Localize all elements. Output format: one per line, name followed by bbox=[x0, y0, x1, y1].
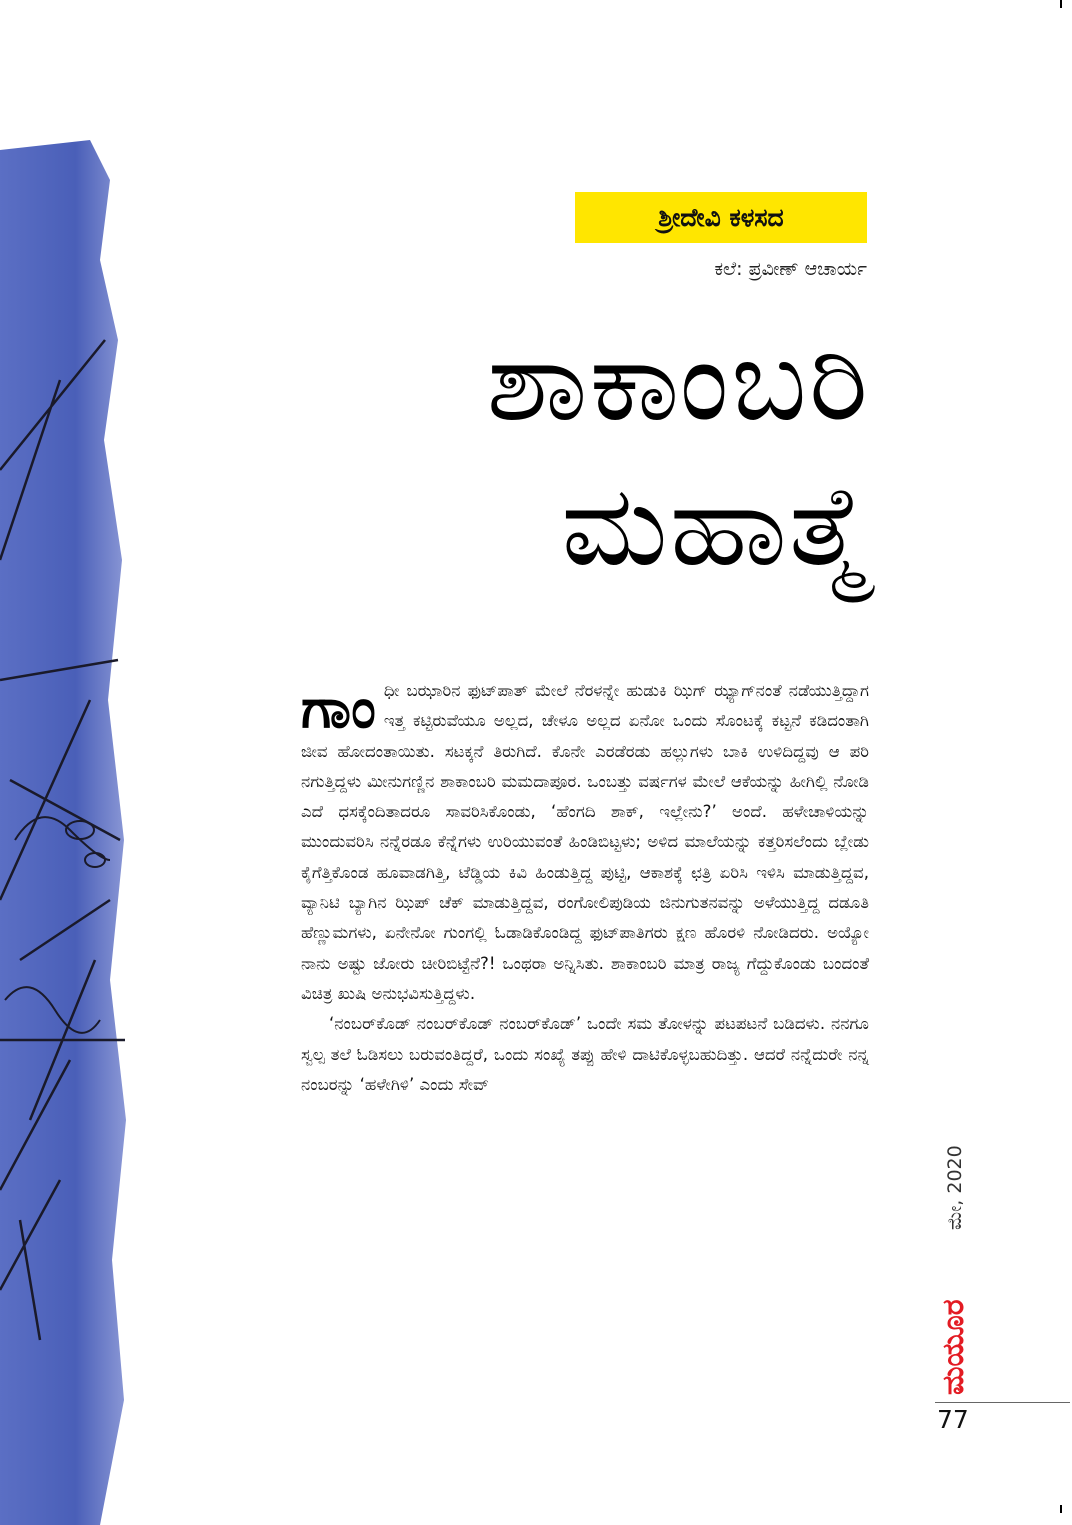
issue-date: ಮೇ, 2020 bbox=[944, 1145, 966, 1230]
article-paragraph-1 bbox=[301, 676, 869, 1009]
article-body bbox=[301, 676, 869, 1100]
crop-mark-bottom bbox=[1060, 1505, 1062, 1513]
story-title-line-2: ಮಹಾತ್ಮೆ bbox=[561, 461, 870, 591]
story-title-line-1: ಶಾಕಾಂಬರಿ bbox=[486, 316, 870, 446]
magazine-name: ಮಯೂರ bbox=[936, 1299, 971, 1395]
page-number-rule bbox=[935, 1402, 1070, 1403]
author-name: ಶ್ರೀದೇವಿ ಕಳಸದ bbox=[658, 202, 784, 232]
art-credit: ಕಲೆ: ಪ್ರವೀಣ್ ಆಚಾರ್ಯ bbox=[714, 258, 867, 280]
illustration-strip bbox=[0, 140, 128, 1525]
page-number: 77 bbox=[937, 1405, 969, 1434]
drop-cap: ಗಾಂ bbox=[301, 676, 376, 741]
author-badge bbox=[575, 192, 867, 243]
crop-mark-top bbox=[1060, 0, 1062, 8]
article-paragraph-2: ‘ನಂಬರ್‌ಕೊಡ್ ನಂಬರ್‌ಕೊಡ್ ನಂಬರ್‌ಕೊಡ್’ ಒಂದೇ ಸಮ ತೋಳನ್ನು ಪಟಪಟನೆ ಬಡಿದಳು. ನನಗೂ ಸ್ವಲ್ಪ ತಲೆ ಓಡಿಸಲು ಬರುವಂತಿದ್ದರೆ, ಒಂದು ಸಂಖ್ಯೆ ತಪ್ಪು ಹೇಳಿ ದಾಟಿಕೊಳ್ಳಬಹುದಿತ್ತು. ಆದರೆ ನನ್ನೆದುರೇ ನನ್ನ ನಂಬರನ್ನು ‘ಹಳೇಗಿಳಿ’ ಎಂದು ಸೇವ್ bbox=[301, 1014, 869, 1094]
paragraph-1-text: ಧೀ ಬಝಾರಿನ ಫುಟ್‌ಪಾತ್ ಮೇಲೆ ನೆರಳನ್ನೇ ಹುಡುಕಿ ಝಿಗ್ ಝ್ಯಾಗ್‌ನಂತೆ ನಡೆಯುತ್ತಿದ್ದಾಗ ಇತ್ತ ಕಟ್ಟಿರುವೆಯೂ ಅಲ್ಲದ, ಚೇಳೂ ಅಲ್ಲದ ಏನೋ ಒಂದು ಸೊಂಟಕ್ಕೆ ಕಟ್ಟನೆ ಕಡಿದಂತಾಗಿ ಜೀವ ಹೋದಂತಾಯಿತು. ಸಟಕ್ಕನೆ ತಿರುಗಿದೆ. ಕೊನೇ ಎರಡೆರಡು ಹಲ್ಲುಗಳು ಬಾಕಿ ಉಳಿದಿದ್ದವು ಆ ಪರಿ ನಗುತ್ತಿದ್ದಳು ಮೀನುಗಣ್ಣಿನ ಶಾಕಾಂಬರಿ ಮಮದಾಪೂರ. ಒಂಬತ್ತು ವರ್ಷಗಳ ಮೇಲೆ ಆಕೆಯನ್ನು ಹೀಗಿಲ್ಲಿ ನೋಡಿ ಎದೆ ಧಸಕ್ಕೆಂದಿತಾದರೂ ಸಾವರಿಸಿಕೊಂಡು, ‘ಹೆಂಗದಿ ಶಾಕ್, ಇಲ್ಲೇನು?’ ಅಂದೆ. ಹಳೇಚಾಳಿಯನ್ನು ಮುಂದುವರಿಸಿ ನನ್ನೆರಡೂ ಕೆನ್ನೆಗಳು ಉರಿಯುವಂತೆ ಹಿಂಡಿಬಿಟ್ಟಳು; ಅಳಿದ ಮಾಲೆಯನ್ನು ಕತ್ತರಿಸಲೆಂದು ಬ್ಲೇಡು ಕೈಗೆತ್ತಿಕೊಂಡ ಹೂವಾಡಗಿತ್ತಿ, ಟೆಡ್ಡಿಯ ಕಿವಿ ಹಿಂಡುತ್ತಿದ್ದ ಪುಟ್ಟಿ, ಆಕಾಶಕ್ಕೆ ಛತ್ರಿ ಏರಿಸಿ ಇಳಿಸಿ ಮಾಡುತ್ತಿದ್ದವ, ವ್ಯಾನಿಟಿ ಬ್ಯಾಗಿನ ಝಿಪ್ ಚೆಕ್ ಮಾಡುತ್ತಿದ್ದವ, ರಂಗೋಲಿಪುಡಿಯ ಜಿನುಗುತನವನ್ನು ಅಳೆಯುತ್ತಿದ್ದ ದಡೂತಿ ಹೆಣ್ಣುಮಗಳು, ಏನೇನೋ ಗುಂಗಲ್ಲಿ ಓಡಾಡಿಕೊಂಡಿದ್ದ ಫುಟ್‌ಪಾತಿಗರು ಕ್ಷಣ ಹೊರಳಿ ನೋಡಿದರು. ಅಯ್ಯೋ ನಾನು ಅಷ್ಟು ಜೋರು ಚೀರಿಬಿಟ್ಟೆನೆ?! ಒಂಥರಾ ಅನ್ನಿಸಿತು. ಶಾಕಾಂಬರಿ ಮಾತ್ರ ರಾಜ್ಯ ಗೆದ್ದುಕೊಂಡು ಬಂದಂತೆ ವಿಚಿತ್ರ ಖುಷಿ ಅನುಭವಿಸುತ್ತಿದ್ದಳು. bbox=[301, 681, 869, 1003]
